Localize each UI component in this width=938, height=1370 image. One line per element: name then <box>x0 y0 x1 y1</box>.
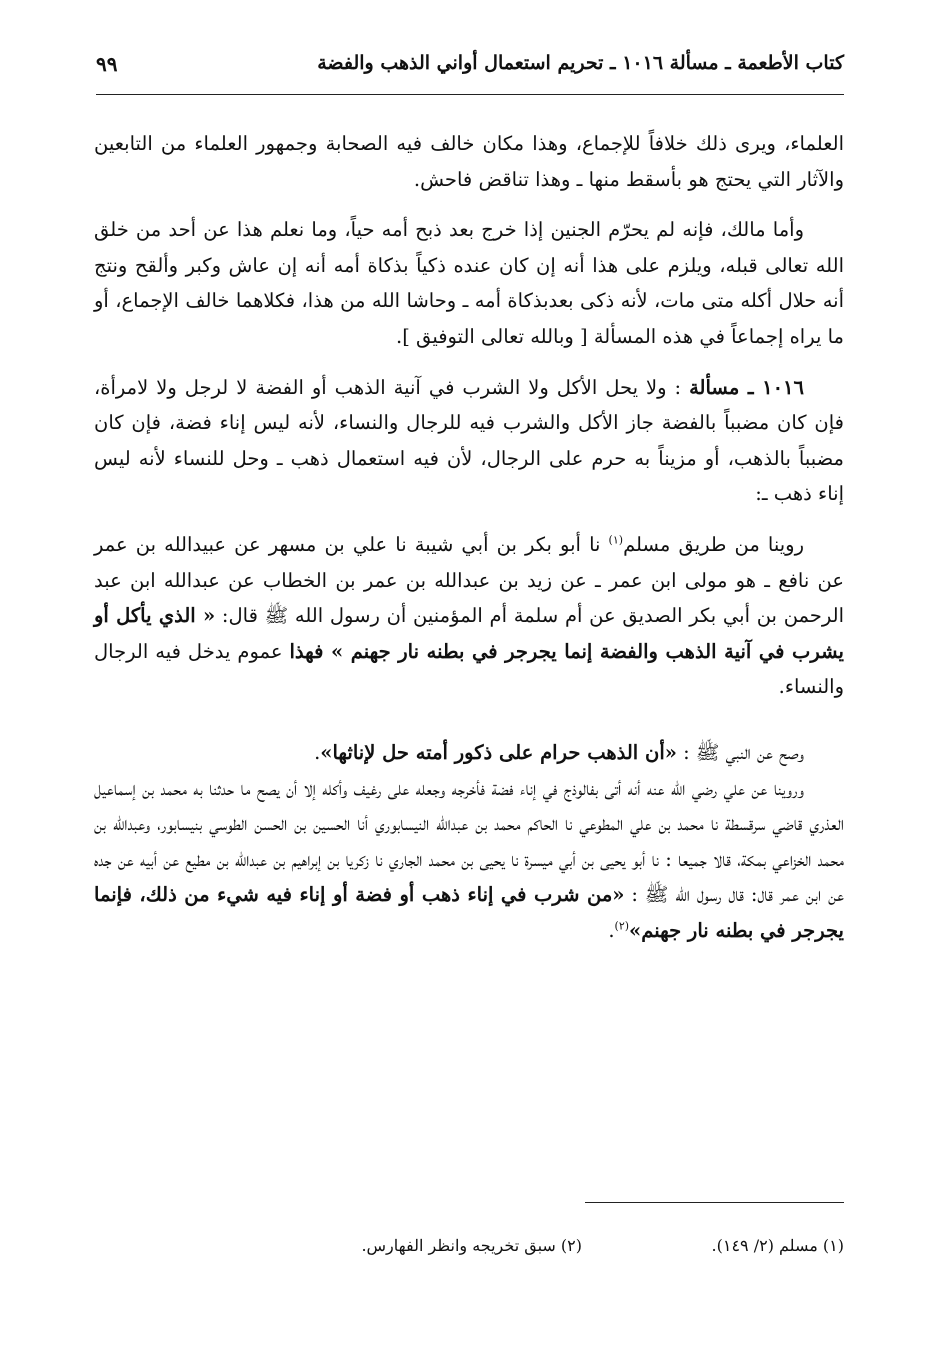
paragraph-text: عموم يدخل فيه الرجال والنساء. <box>94 639 844 699</box>
footnote-divider <box>585 1202 844 1203</box>
footnote-ref: (٢) <box>614 919 630 933</box>
hadith-text: «أن الذهب حرام على ذكور أمته حل لإناثها» <box>320 740 677 764</box>
page-number: ٩٩ <box>96 52 118 76</box>
paragraph-text: وصح عن النبي ﷺ : <box>676 740 804 764</box>
hadith-text: « الذي يأكل أو يشرب في آنية الذهب والفضة إنما يجرجر في بطنه نار جهنم » فهذا <box>94 604 844 663</box>
paragraph-malik <box>94 212 844 354</box>
paragraph-text: وروينا عن علي رضي الله عنه أنه أتى بفالوذج في إناء فضة فأخرجه وجعله على رغيف وأكله إلا أن يصح ما حدثنا به محمد بن إسماعيل العذري قاضي سرقسطة نا محمد بن علي المطوعي نا الحاكم محمد بن عبدالله النيسابوري أنا الحسين بن الحسن الطوسي بنيسابور، وعبدالله بن محمد الخزاعي بمكة، قالا جميعا : نا أبو يحيى بن أبي ميسرة نا يحيى بن محمد الجاري نا زكريا بن إبراهيم بن عبدالله بن مطيع عن أبيه عن جده عن ابن عمر قال: قال رسول الله ﷺ : <box>94 776 844 907</box>
paragraph-text: . <box>608 918 615 942</box>
paragraph-text: وأما مالك، فإنه لم يحرّم الجنين إذا خرج بعد ذبح أمه حياً، وما نعلم هذا عن أحد من خلق الله تعالى قبله، ويلزم على هذا أنه إن كان عنده ذكياً بذكاة أمه أنه إن عاش وكبر وألقح ونتج أنه حلال أكله متى مات، لأنه ذكى بعدبذكاة أمه ـ وحاشا الله من هذا، فكلاهما خالف الإجماع، أو ما يراه إجماعاً في هذه المسألة [ وبالله تعالى التوفيق ]. <box>94 218 844 348</box>
running-title: كتاب الأطعمة ـ مسألة ١٠١٦ ـ تحريم استعمال أواني الذهب والفضة <box>317 52 844 74</box>
footnote-ref: (١) <box>608 533 624 547</box>
footnote-1: (١) مسلم (٢/ ١٤٩). <box>711 1236 844 1255</box>
masala-number: ١٠١٦ ـ مسألة <box>689 375 805 399</box>
paragraph-ali-narration <box>94 771 844 949</box>
paragraph-text: روينا من طريق مسلم <box>623 532 804 556</box>
hadith-text: «من شرب في إناء ذهب أو فضة أو إناء فيه شيء من ذلك، فإنما يجرجر في بطنه نار جهنم» <box>94 883 844 942</box>
paragraph-continuation <box>94 126 844 197</box>
paragraph-masala-1016 <box>94 370 844 512</box>
paragraph-prophet-saying <box>94 735 844 771</box>
paragraph-muslim-narration <box>94 527 844 705</box>
page-header <box>96 50 844 95</box>
paragraph-text: العلماء، ويرى ذلك خلافاً للإجماع، وهذا مكان خالف فيه الصحابة وجمهور العلماء من التابعين والآثار التي يحتج هو بأسقط منها ـ وهذا تناقض فاحش. <box>94 132 844 191</box>
paragraph-text: . <box>314 740 321 764</box>
main-text <box>94 126 844 948</box>
paragraph-text: : ولا يحل الأكل ولا الشرب في آنية الذهب أو الفضة لا لرجل ولا لامرأة، فإن كان مضبباً بالفضة جاز الأكل والشرب فيه للرجال والنساء، لأنه ليس إناء فضة، فإن كان مضبباً بالذهب، أو مزيناً به حرم على الرجال، لأن فيه استعمال ذهب ـ وحل للنساء لأنه ليس إناء ذهب ـ: <box>94 375 844 506</box>
paragraph-text: نا أبو بكر بن أبي شيبة نا علي بن مسهر عن عبيدالله بن عمر عن نافع ـ هو مولى ابن عمر ـ عن زيد بن عبدالله بن عمر بن الخطاب عن عبدالله ابن عبد الرحمن بن أبي بكر الصديق عن أم سلمة أم المؤمنين أن رسول الله ﷺ قال: <box>94 532 844 628</box>
footnote-2: (٢) سبق تخريجه وانظر الفهارس. <box>361 1236 582 1255</box>
